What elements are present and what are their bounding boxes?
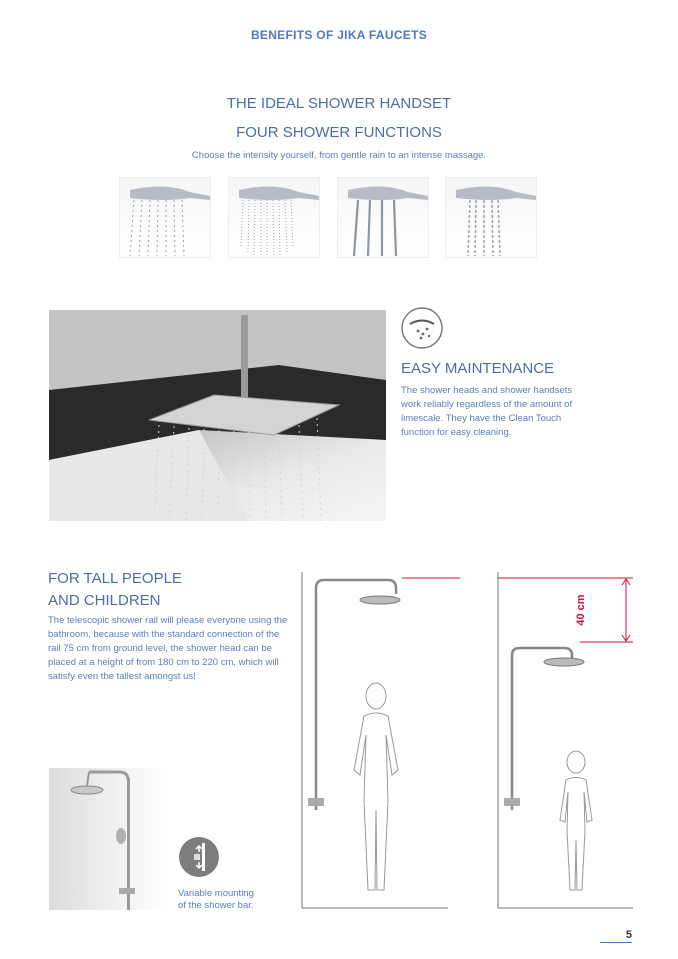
variable-mounting-caption: [178, 888, 288, 912]
caption-line-1: Variable mounting: [178, 888, 254, 899]
page-header: BENEFITS OF JIKA FAUCETS: [250, 28, 428, 42]
adult-figure: [354, 683, 398, 890]
tall-people-heading-2: AND CHILDREN: [48, 592, 161, 609]
shower-bar-photo: [49, 768, 168, 910]
easy-maintenance-text: The shower heads and shower handsets work reliably regardless of the amount of limescale. They have the Clean Touch function for easy cleaning.: [401, 385, 573, 438]
child-figure: [560, 751, 592, 890]
page-number: 5: [625, 929, 632, 941]
section-description: Choose the intensity yourself, from gentle rain to an intense massage.: [191, 150, 487, 161]
shower-mode-mix-image: [445, 177, 537, 258]
easy-maintenance-heading: EASY MAINTENANCE: [401, 360, 555, 377]
tall-people-text: The telescopic shower rail will please everyone using the bathroom, because with the standard connection of the rail 75 cm from ground level, the shower head can be placed at a height of from 180 cm to 220 cm, which will satisfy even the tallest amongst us!: [48, 615, 288, 682]
tall-people-heading: FOR TALL PEOPLE: [48, 570, 182, 587]
rain-shower-photo: [49, 310, 386, 521]
variable-mounting-icon: [178, 836, 220, 878]
height-label: 40 cm: [575, 594, 587, 626]
caption-line-2: of the shower bar.: [178, 900, 254, 911]
clean-touch-icon: [401, 307, 443, 349]
section-title: THE IDEAL SHOWER HANDSET: [226, 95, 452, 112]
shower-mode-rain-image: [119, 177, 211, 258]
page-number-underline: [600, 942, 632, 943]
shower-mode-massage-image: [337, 177, 429, 258]
section-subtitle: FOUR SHOWER FUNCTIONS: [236, 124, 442, 141]
height-comparison-diagram: [300, 570, 635, 915]
shower-mode-spray-image: [228, 177, 320, 258]
